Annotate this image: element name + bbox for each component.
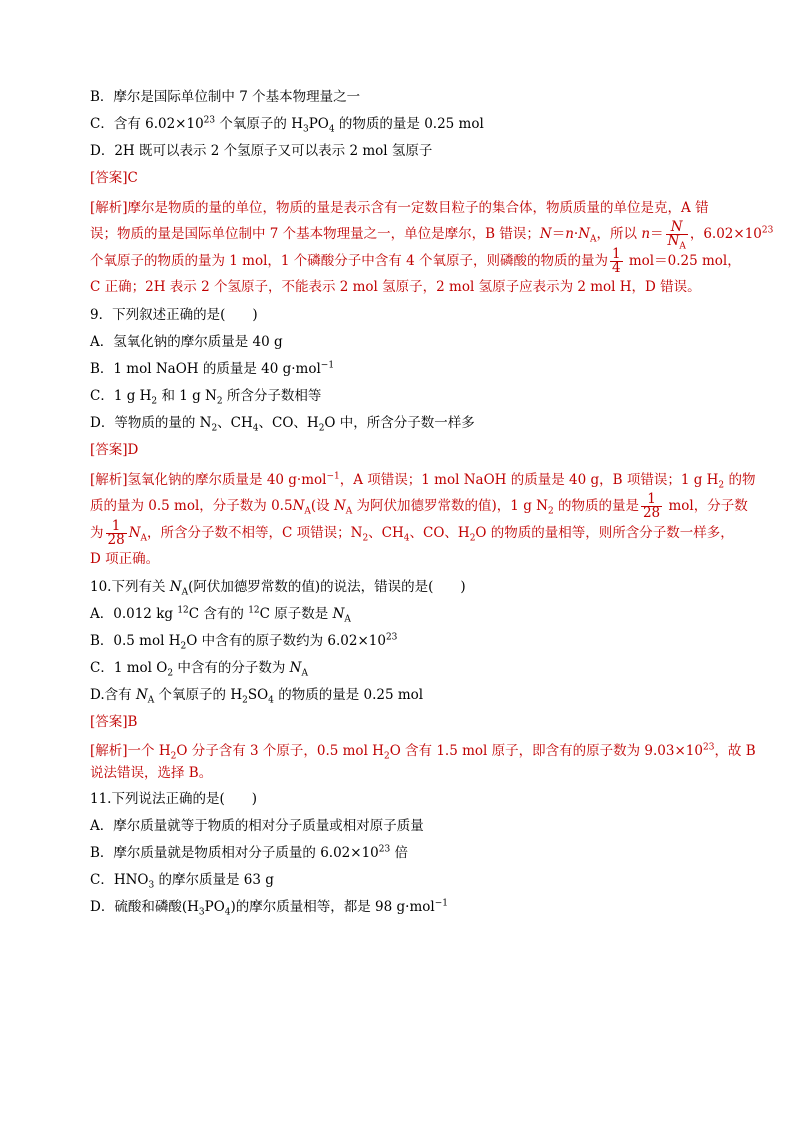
q10-option-c: C．1 mol $O_2$ 中含有的分子数为 $N_A$ xyxy=(90,660,308,679)
q10-option-b: B．0.5 mol $H_2O$ 中含有的原子数约为 $6.02\times 10^{23}$ xyxy=(90,632,398,652)
q11-option-a: A．摩尔质量就等于物质的相对分子质量或相对原子质量 xyxy=(90,818,424,834)
q9-explanation: [解析]氢氧化钠的摩尔质量是 40 g·mol$^{-1}$，A 项错误；1 mol NaOH 的质量是 40 g，B 项错误；1 g $H_2$ 的物 质的量为 0.5 mol，分子数为 $0.5N_A$(设 $N_A$ 为阿伏加德罗常数的值)，1 g $N_2$ 的物质的量是 $\frac{1}{28}$ mol，分子数 为 $\frac{1}{28}$ $N_A$，所含分子数不相等，C 项错误；$N_2$、$CH_4$、CO、$H_2O$ 的物质的量相等，则所含分子数一样多， D 项正确。 xyxy=(90,471,756,567)
q9-title: 9．下列叙述正确的是( ) xyxy=(90,307,258,323)
q9-option-c: C．1 g $H_2$ 和 1 g $N_2$ 所含分子数相等 xyxy=(90,388,322,407)
q8-option-c: C．含有 $6.02\times 10^{23}$ 个氧原子的 $H_3PO_4$ 的物质的量是 0.25 mol xyxy=(90,115,484,135)
fraction: $\frac{1}{4}$ xyxy=(611,246,621,276)
q10-title: 10.下列有关 $N_A$(阿伏加德罗常数的值)的说法，错误的是( ) xyxy=(90,579,466,598)
q10-explanation: [解析]一个 $H_2O$ 分子含有 3 个原子，0.5 mol $H_2O$ 含有 1.5 mol 原子，即含有的原子数为 $9.03\times 10^{23}$，故 B 说法错误，选择 B。 xyxy=(90,742,756,781)
q11-option-d: D．硫酸和磷酸$(H_3PO_4)$的摩尔质量相等，都是 98 g·mol$^{-1}$ xyxy=(90,898,448,918)
fraction: $\frac{1}{28}$ xyxy=(642,491,661,521)
q9-option-a: A．氢氧化钠的摩尔质量是 40 g xyxy=(90,334,283,350)
q10-answer: [答案]B xyxy=(90,714,138,730)
q8-option-b: B．摩尔是国际单位制中 7 个基本物理量之一 xyxy=(90,89,361,105)
q8-explanation: [解析]摩尔是物质的量的单位，物质的量是表示含有一定数目粒子的集合体，物质质量的单位是克，A 错 误；物质的量是国际单位制中 7 个基本物理量之一，单位是摩尔，B 错误；$N=n\cdot N_A$，所以 n＝ $\frac{N}{N_A}$ ，$6.02\times 10^{23}$ 个氧原子的物质的量为 1 mol，1 个磷酸分子中含有 4 个氧原子，则磷酸的物质的量为 $\frac{1}{4}$ mol＝0.25 mol， C 正确；2H 表示 2 个氢原子，不能表示 2 mol 氢原子，2 mol 氢原子应表示为 2 mol H，D 错误。 xyxy=(90,200,774,295)
q9-answer: [答案]D xyxy=(90,442,139,458)
q11-option-b: B．摩尔质量就是物质相对分子质量的 $6.02\times 10^{23}$ 倍 xyxy=(90,844,409,861)
fraction: $\frac{N}{N_A}$ xyxy=(667,219,686,252)
q11-title: 11.下列说法正确的是( ) xyxy=(90,791,258,807)
q9-option-d: D．等物质的量的 $N_2$、$CH_4$、CO、$H_2O$ 中，所含分子数一样多 xyxy=(90,415,475,434)
fraction: $\frac{1}{28}$ xyxy=(107,518,125,548)
q11-option-c: C．$HNO_3$ 的摩尔质量是 63 g xyxy=(90,872,274,891)
q8-answer: [答案]C xyxy=(90,170,138,186)
q9-option-b: B．1 mol NaOH 的质量是 40 g·mol$^{-1}$ xyxy=(90,360,335,377)
q10-option-a: A．0.012 kg $^{12}$C 含有的 $^{12}$C 原子数是 $N_A$ xyxy=(90,605,351,625)
document-page xyxy=(90,88,774,925)
q8-option-d: D．2H 既可以表示 2 个氢原子又可以表示 2 mol 氢原子 xyxy=(90,143,433,159)
q10-option-d: D.含有 $N_A$ 个氧原子的 $H_2SO_4$ 的物质的量是 0.25 mol xyxy=(90,687,424,706)
